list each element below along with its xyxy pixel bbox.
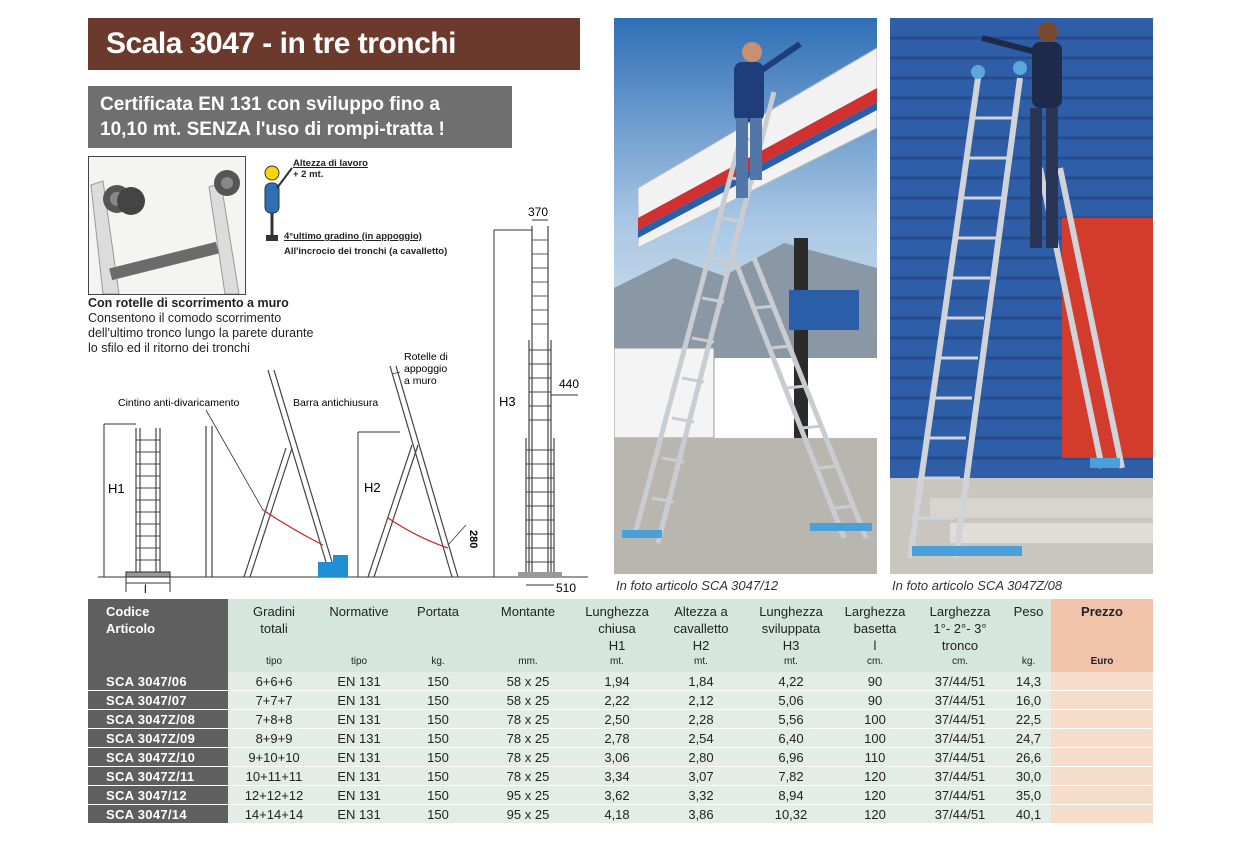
unit-gradini: tipo	[228, 654, 320, 672]
table-cell: 8,94	[746, 786, 836, 805]
table-cell: 22,5	[1006, 710, 1051, 729]
col-header-lunghezza-chiusa: Lunghezza chiusa H1	[578, 599, 656, 654]
dim-h3-label: H3	[499, 394, 516, 409]
crossing-label: All'incrocio dei tronchi (a cavalletto)	[284, 246, 448, 257]
table-cell: 150	[398, 710, 478, 729]
table-cell: 4,18	[578, 805, 656, 824]
dim-370-label: 370	[528, 205, 549, 219]
col-header-montante: Montante	[478, 599, 578, 654]
table-cell: 150	[398, 767, 478, 786]
table-units-row	[88, 654, 1153, 672]
table-cell: 58 x 25	[478, 672, 578, 691]
cert-line-2: 10,10 mt. SENZA l'uso di rompi-tratta !	[100, 119, 445, 140]
dim-280-label: 280	[467, 530, 479, 549]
table-cell: 150	[398, 672, 478, 691]
table-cell: 3,62	[578, 786, 656, 805]
table-cell: EN 131	[320, 786, 398, 805]
table-cell: EN 131	[320, 672, 398, 691]
table-cell: 150	[398, 691, 478, 710]
table-cell: 37/44/51	[914, 691, 1006, 710]
extended-ladder	[526, 226, 554, 577]
table-row	[88, 691, 1153, 710]
unit-prezzo: Euro	[1051, 654, 1153, 672]
table-cell: 78 x 25	[478, 710, 578, 729]
table-cell: 37/44/51	[914, 767, 1006, 786]
photo-blue-wall	[890, 18, 1153, 574]
unit-peso: kg.	[1006, 654, 1051, 672]
price-cell	[1051, 729, 1153, 748]
certification-banner	[88, 86, 512, 148]
table-cell: 7+7+7	[228, 691, 320, 710]
wheels-text: Consentono il comodo scorrimento dell'ultimo tronco lungo la parete durante lo sfilo ed il ritorno dei tronchi	[88, 311, 314, 355]
dim-510-label: 510	[556, 581, 577, 595]
rotelle-label-2: appoggio	[404, 363, 448, 375]
table-cell: 30,0	[1006, 767, 1051, 786]
table-cell: 1,94	[578, 672, 656, 691]
table-cell: 3,32	[656, 786, 746, 805]
dim-l-label: l	[144, 582, 147, 596]
table-cell: 150	[398, 748, 478, 767]
table-cell: 150	[398, 786, 478, 805]
price-cell	[1051, 767, 1153, 786]
product-code-cell: SCA 3047/06	[88, 672, 228, 691]
table-cell: 5,56	[746, 710, 836, 729]
table-cell: 78 x 25	[478, 767, 578, 786]
rotelle-label-1: Rotelle di	[404, 351, 448, 363]
table-cell: 24,7	[1006, 729, 1051, 748]
barra-label: Barra antichiusura	[293, 397, 379, 409]
table-cell: 90	[836, 672, 914, 691]
table-cell: 3,07	[656, 767, 746, 786]
closed-ladder-front	[126, 428, 170, 577]
unit-lunghezza-chiusa: mt.	[578, 654, 656, 672]
table-cell: 58 x 25	[478, 691, 578, 710]
table-row	[88, 786, 1153, 805]
col-header-lunghezza-sviluppata: Lunghezza sviluppata H3	[746, 599, 836, 654]
table-cell: 2,28	[656, 710, 746, 729]
col-header-prezzo: Prezzo	[1051, 599, 1153, 654]
price-cell	[1051, 672, 1153, 691]
product-code-cell: SCA 3047Z/10	[88, 748, 228, 767]
col-header-normative: Normative	[320, 599, 398, 654]
table-cell: 120	[836, 767, 914, 786]
table-cell: 2,54	[656, 729, 746, 748]
col-header-altezza-cavalletto: Altezza a cavalletto H2	[656, 599, 746, 654]
table-row	[88, 672, 1153, 691]
table-row	[88, 767, 1153, 786]
table-cell: 95 x 25	[478, 786, 578, 805]
table-cell: 120	[836, 786, 914, 805]
dim-h2-label: H2	[364, 480, 381, 495]
table-cell: EN 131	[320, 748, 398, 767]
table-cell: 2,78	[578, 729, 656, 748]
cert-line-1: Certificata EN 131 con sviluppo fino a	[100, 94, 440, 115]
table-cell: 37/44/51	[914, 672, 1006, 691]
table-cell: 26,6	[1006, 748, 1051, 767]
wheels-title: Con rotelle di scorrimento a muro	[88, 296, 289, 310]
table-cell: EN 131	[320, 691, 398, 710]
unit-lunghezza-sviluppata: mt.	[746, 654, 836, 672]
table-cell: 78 x 25	[478, 729, 578, 748]
table-cell: 37/44/51	[914, 786, 1006, 805]
table-cell: 78 x 25	[478, 748, 578, 767]
table-cell: 6+6+6	[228, 672, 320, 691]
product-code-cell: SCA 3047/07	[88, 691, 228, 710]
table-cell: 7,82	[746, 767, 836, 786]
col-header-portata: Portata	[398, 599, 478, 654]
table-cell: 10+11+11	[228, 767, 320, 786]
table-cell: EN 131	[320, 767, 398, 786]
work-height-note	[293, 158, 368, 180]
table-cell: 90	[836, 691, 914, 710]
col-header-gradini: Gradini totali	[228, 599, 320, 654]
spec-table	[88, 599, 1153, 824]
table-cell: 3,86	[656, 805, 746, 824]
table-cell: 5,06	[746, 691, 836, 710]
unit-larghezza-tronco: cm.	[914, 654, 1006, 672]
price-cell	[1051, 710, 1153, 729]
table-cell: 120	[836, 805, 914, 824]
table-cell: 95 x 25	[478, 805, 578, 824]
table-cell: 14,3	[1006, 672, 1051, 691]
table-cell: 2,12	[656, 691, 746, 710]
price-cell	[1051, 691, 1153, 710]
table-cell: 12+12+12	[228, 786, 320, 805]
last-step-label: 4°ultimo gradino (in appoggio)	[284, 231, 422, 242]
work-height-label: Altezza di lavoro	[293, 158, 368, 169]
table-row	[88, 710, 1153, 729]
price-cell	[1051, 748, 1153, 767]
table-cell: 8+9+9	[228, 729, 320, 748]
dim-440-label: 440	[559, 377, 580, 391]
table-row	[88, 748, 1153, 767]
table-cell: 37/44/51	[914, 805, 1006, 824]
table-cell: 1,84	[656, 672, 746, 691]
product-code-cell: SCA 3047Z/11	[88, 767, 228, 786]
unit-larghezza-basetta: cm.	[836, 654, 914, 672]
rotelle-label-3: a muro	[404, 375, 437, 387]
col-header-codice: Codice Articolo	[88, 599, 228, 654]
col-header-larghezza-tronco: Larghezza 1°- 2°- 3° tronco	[914, 599, 1006, 654]
table-cell: 37/44/51	[914, 710, 1006, 729]
price-cell	[1051, 805, 1153, 824]
table-cell: 3,34	[578, 767, 656, 786]
right-photo-caption: In foto articolo SCA 3047Z/08	[892, 578, 1063, 593]
col-header-larghezza-basetta: Larghezza basetta l	[836, 599, 914, 654]
price-cell	[1051, 786, 1153, 805]
table-cell: 14+14+14	[228, 805, 320, 824]
product-code-cell: SCA 3047/12	[88, 786, 228, 805]
table-cell: 2,80	[656, 748, 746, 767]
left-photo-caption: In foto articolo SCA 3047/12	[616, 578, 779, 593]
unit-montante: mm.	[478, 654, 578, 672]
unit-normative: tipo	[320, 654, 398, 672]
table-cell: 16,0	[1006, 691, 1051, 710]
cintino-label: Cintino anti-divaricamento	[118, 397, 240, 409]
table-cell: 37/44/51	[914, 729, 1006, 748]
table-cell: 2,50	[578, 710, 656, 729]
table-cell: 37/44/51	[914, 748, 1006, 767]
dim-h1-label: H1	[108, 481, 125, 496]
table-cell: 110	[836, 748, 914, 767]
unit-altezza-cavalletto: mt.	[656, 654, 746, 672]
product-code-cell: SCA 3047Z/08	[88, 710, 228, 729]
table-cell: EN 131	[320, 805, 398, 824]
product-code-cell: SCA 3047Z/09	[88, 729, 228, 748]
work-height-value: + 2 mt.	[293, 169, 324, 180]
table-cell: 10,32	[746, 805, 836, 824]
table-cell: 100	[836, 729, 914, 748]
table-cell: 9+10+10	[228, 748, 320, 767]
table-cell: 2,22	[578, 691, 656, 710]
table-header-row	[88, 599, 1153, 654]
table-cell: 100	[836, 710, 914, 729]
table-cell: 3,06	[578, 748, 656, 767]
table-cell: 6,40	[746, 729, 836, 748]
table-cell: 4,22	[746, 672, 836, 691]
table-row	[88, 805, 1153, 824]
table-cell: 35,0	[1006, 786, 1051, 805]
unit-portata: kg.	[398, 654, 478, 672]
table-row	[88, 729, 1153, 748]
col-header-peso: Peso	[1006, 599, 1051, 654]
unit-codice	[88, 654, 228, 672]
table-cell: 6,96	[746, 748, 836, 767]
product-code-cell: SCA 3047/14	[88, 805, 228, 824]
table-cell: 150	[398, 805, 478, 824]
page-title: Scala 3047 - in tre tronchi	[88, 18, 580, 70]
ladder-technical-diagram	[88, 200, 608, 598]
a-frame-ladder-2	[368, 366, 458, 577]
table-cell: EN 131	[320, 710, 398, 729]
table-cell: 150	[398, 729, 478, 748]
table-cell: 7+8+8	[228, 710, 320, 729]
table-cell: 40,1	[1006, 805, 1051, 824]
table-cell: EN 131	[320, 729, 398, 748]
photo-gas-station	[614, 18, 877, 574]
